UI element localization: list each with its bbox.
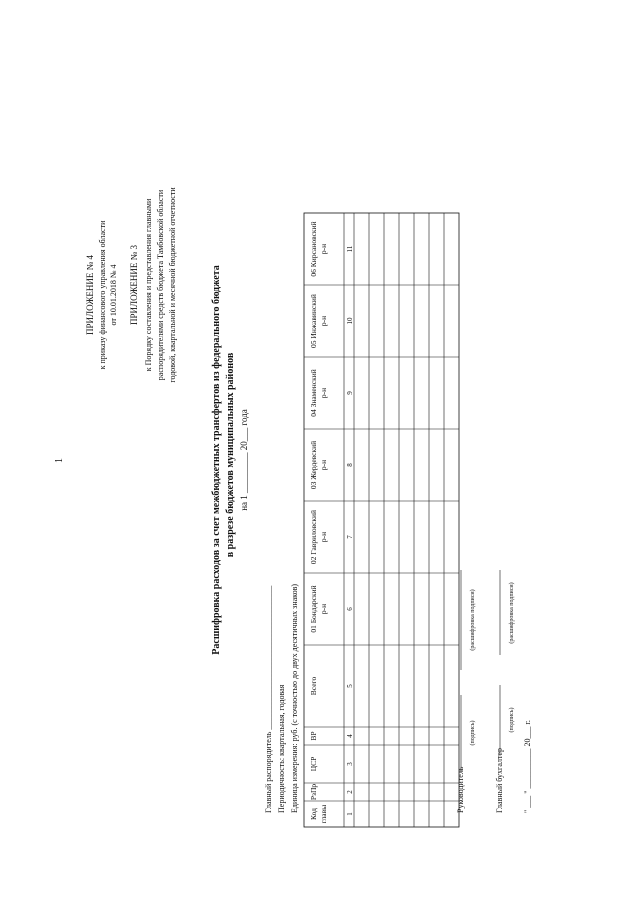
table-column-number: 2 xyxy=(346,790,354,794)
table-header-cell: Код xyxy=(309,808,318,820)
accountant-sign-caption: (подпись) xyxy=(509,707,515,733)
table-column-number: 6 xyxy=(346,607,354,611)
date-line: " ___ " __________ 20___ г. xyxy=(523,720,532,813)
head-decode-caption: (расшифровка подписи) xyxy=(470,589,476,651)
appendix-line-6: распорядителями средств бюджета Тамбовской области xyxy=(156,189,165,381)
table-column-number: 1 xyxy=(346,812,354,816)
data-table xyxy=(304,213,459,827)
accountant-label: Главный бухгалтер xyxy=(495,748,504,813)
appendix-line-2: к приказу финансового управления области xyxy=(98,220,107,370)
table-header-cell: 03 Жердевский xyxy=(309,440,318,490)
title-line-2: в разрезе бюджетов муниципальных районов xyxy=(225,352,236,558)
table-header-cell: 01 Бондарский xyxy=(309,585,318,633)
meta-line-3: Единица измерения: руб. (с точностью до двух десятичных знаков) xyxy=(290,583,299,813)
table-header-cell: главы xyxy=(319,804,328,824)
meta-line-1: Главный распорядитель ____________________________________ xyxy=(264,585,273,813)
table-header-cell: ВР xyxy=(309,731,318,741)
page-number: 1 xyxy=(54,458,65,463)
title-line-3: на 1 _________ 20___ года xyxy=(239,409,249,511)
table-column-number: 9 xyxy=(346,391,354,395)
table-column-number: 4 xyxy=(346,734,354,738)
appendix-line-5: к Порядку составления и представления главными xyxy=(144,198,153,372)
table-column-number: 10 xyxy=(346,317,354,325)
table-header-cell: Всего xyxy=(309,676,318,696)
table-header-cell: 06 Кирсановский xyxy=(309,221,318,277)
table-header-cell: р-н xyxy=(319,531,328,543)
table-column-number: 3 xyxy=(346,762,354,766)
table-header-cell: р-н xyxy=(319,459,328,471)
table-header-cell: р-н xyxy=(319,603,328,615)
table-column-number: 5 xyxy=(346,684,354,688)
appendix-line-7: годовой, квартальной и месячной бюджетной отчетности xyxy=(168,187,177,383)
table-header-cell: РзПр xyxy=(309,783,318,801)
head-sign-caption: (подпись) xyxy=(470,720,476,746)
table-header-cell: 02 Гавриловский xyxy=(309,509,318,565)
table-column-number: 11 xyxy=(346,245,354,253)
appendix-line-3: от 10.01.2018 № 4 xyxy=(109,264,118,326)
appendix-line-4: ПРИЛОЖЕНИЕ № 3 xyxy=(129,244,139,326)
accountant-decode-caption: (расшифровка подписи) xyxy=(509,582,515,644)
table-column-number: 8 xyxy=(346,463,354,467)
head-label: Руководитель xyxy=(456,766,465,813)
table-header-cell: р-н xyxy=(319,387,328,399)
table-header-cell: ЦСР xyxy=(309,756,318,772)
title-line-1: Расшифровка расходов за счет межбюджетных трансфертов из федерального бюджета xyxy=(211,265,222,655)
appendix-line-1: ПРИЛОЖЕНИЕ № 4 xyxy=(85,254,95,336)
meta-line-2: Периодичность: квартальная, годовая xyxy=(277,684,286,813)
table-column-number: 7 xyxy=(346,535,354,539)
table-header-cell: р-н xyxy=(319,315,328,327)
table-header-cell: р-н xyxy=(319,243,328,255)
table-header-cell: 04 Знаменский xyxy=(309,369,318,417)
table-header-cell: 05 Инжавинский xyxy=(309,294,318,348)
